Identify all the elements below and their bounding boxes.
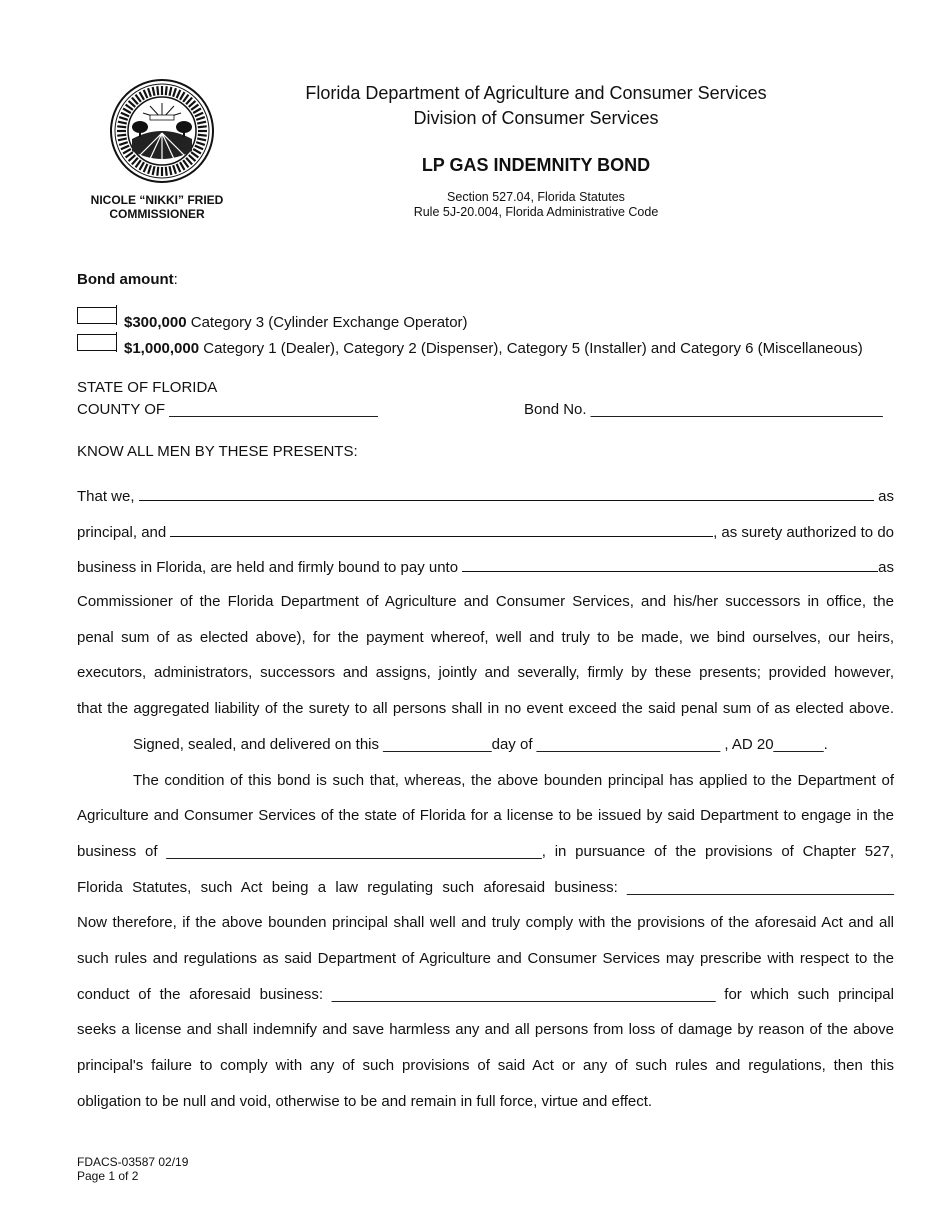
paragraph-line: The condition of this bond is such that, whereas, the above bounden principal has applied to the Department of [133, 772, 894, 789]
surety-line [77, 522, 894, 542]
option-description: Category 3 (Cylinder Exchange Operator) [186, 314, 468, 331]
paragraph-line: principal's failure to comply with any of such provisions of said Act or any of such rules and regulations, then this [77, 1057, 894, 1074]
paragraph-line: Agriculture and Consumer Services of the state of Florida for a license to be issued by said Department to engage in the [77, 807, 894, 824]
paragraph-line: such rules and regulations as said Department of Agriculture and Consumer Services may prescribe with respect to the [77, 950, 894, 967]
division-name: Division of Consumer Services [413, 108, 659, 128]
commissioner-name: NICOLE “NIKKI” FRIED [90, 193, 224, 207]
county-field[interactable]: COUNTY OF _________________________ [77, 401, 378, 418]
legal-citations [260, 190, 812, 220]
checkbox-1000000[interactable] [77, 334, 117, 351]
option-300000 [124, 314, 468, 332]
principal-line-end: as [878, 488, 894, 505]
paragraph-line: Now therefore, if the above bounden principal shall well and truly comply with the provisions of the aforesaid Act and all [77, 914, 894, 931]
signed-sealed-line[interactable]: Signed, sealed, and delivered on this _____________day of ______________________ , AD 20______. [133, 736, 828, 753]
page-footer [77, 1155, 188, 1183]
surety-name-field[interactable] [170, 522, 713, 537]
agency-name: Florida Department of Agriculture and Consumer Services [305, 83, 767, 103]
option-description: Category 1 (Dealer), Category 2 (Dispenser), Category 5 (Installer) and Category 6 (Miscellaneous) [199, 340, 863, 357]
bond-number-field[interactable]: Bond No. ___________________________________ [524, 401, 883, 418]
commissioner-title: COMMISSIONER [109, 207, 205, 221]
form-number: FDACS-03587 02/19 [77, 1155, 189, 1169]
option-amount: $300,000 [124, 314, 187, 331]
option-amount: $1,000,000 [124, 340, 200, 357]
aforesaid-business-line[interactable]: Florida Statutes, such Act being a law regulating such aforesaid business: ________________________________ [77, 879, 894, 896]
surety-line-start: principal, and [77, 524, 167, 541]
conduct-business-line[interactable]: conduct of the aforesaid business: ______________________________________________ for which such principal [77, 986, 894, 1003]
statute-citation: Section 527.04, Florida Statutes [447, 190, 625, 204]
paragraph-line: obligation to be null and void, otherwise to be and remain in full force, virtue and effect. [77, 1093, 653, 1110]
obligee-name-field[interactable] [462, 557, 878, 572]
bond-amount-colon: : [173, 271, 178, 288]
state-seal-icon [110, 79, 214, 183]
bond-amount-label [77, 271, 178, 289]
paragraph-line: penal sum of as elected above), for the payment whereof, well and truly to be made, we bind ourselves, our heirs, [77, 629, 894, 646]
form-title: LP GAS INDEMNITY BOND [421, 155, 651, 175]
bond-amount-label-text: Bond amount [77, 271, 174, 288]
surety-line-end: , as surety authorized to do [713, 524, 894, 541]
agency-heading [260, 81, 812, 131]
obligee-line [77, 557, 894, 577]
principal-name-field[interactable] [139, 486, 875, 501]
paragraph-line: executors, administrators, successors and assigns, jointly and severally, firmly by these presents; provided however, [77, 664, 894, 681]
rule-citation: Rule 5J-20.004, Florida Administrative Code [413, 205, 659, 219]
obligee-line-start: business in Florida, are held and firmly bound to pay unto [77, 559, 459, 576]
checkbox-300000[interactable] [77, 307, 117, 324]
paragraph-line: seeks a license and shall indemnify and save harmless any and all persons from loss of damage by reason of the above [77, 1021, 894, 1038]
principal-line [77, 486, 894, 506]
page-number: Page 1 of 2 [77, 1169, 139, 1183]
paragraph-line: that the aggregated liability of the surety to all persons shall in no event exceed the said penal sum of as elected above. [77, 700, 894, 717]
know-all-men: KNOW ALL MEN BY THESE PRESENTS: [77, 443, 358, 460]
commissioner-block [62, 193, 252, 221]
business-of-line[interactable]: business of _____________________________________________, in pursuance of the provisions of Chapter 527, [77, 843, 894, 860]
paragraph-line: Commissioner of the Florida Department of Agriculture and Consumer Services, and his/her successors in office, the [77, 593, 894, 610]
option-1000000 [124, 340, 863, 358]
state-line: STATE OF FLORIDA [77, 379, 218, 396]
principal-line-start: That we, [77, 488, 135, 505]
obligee-line-end: as [878, 559, 894, 576]
